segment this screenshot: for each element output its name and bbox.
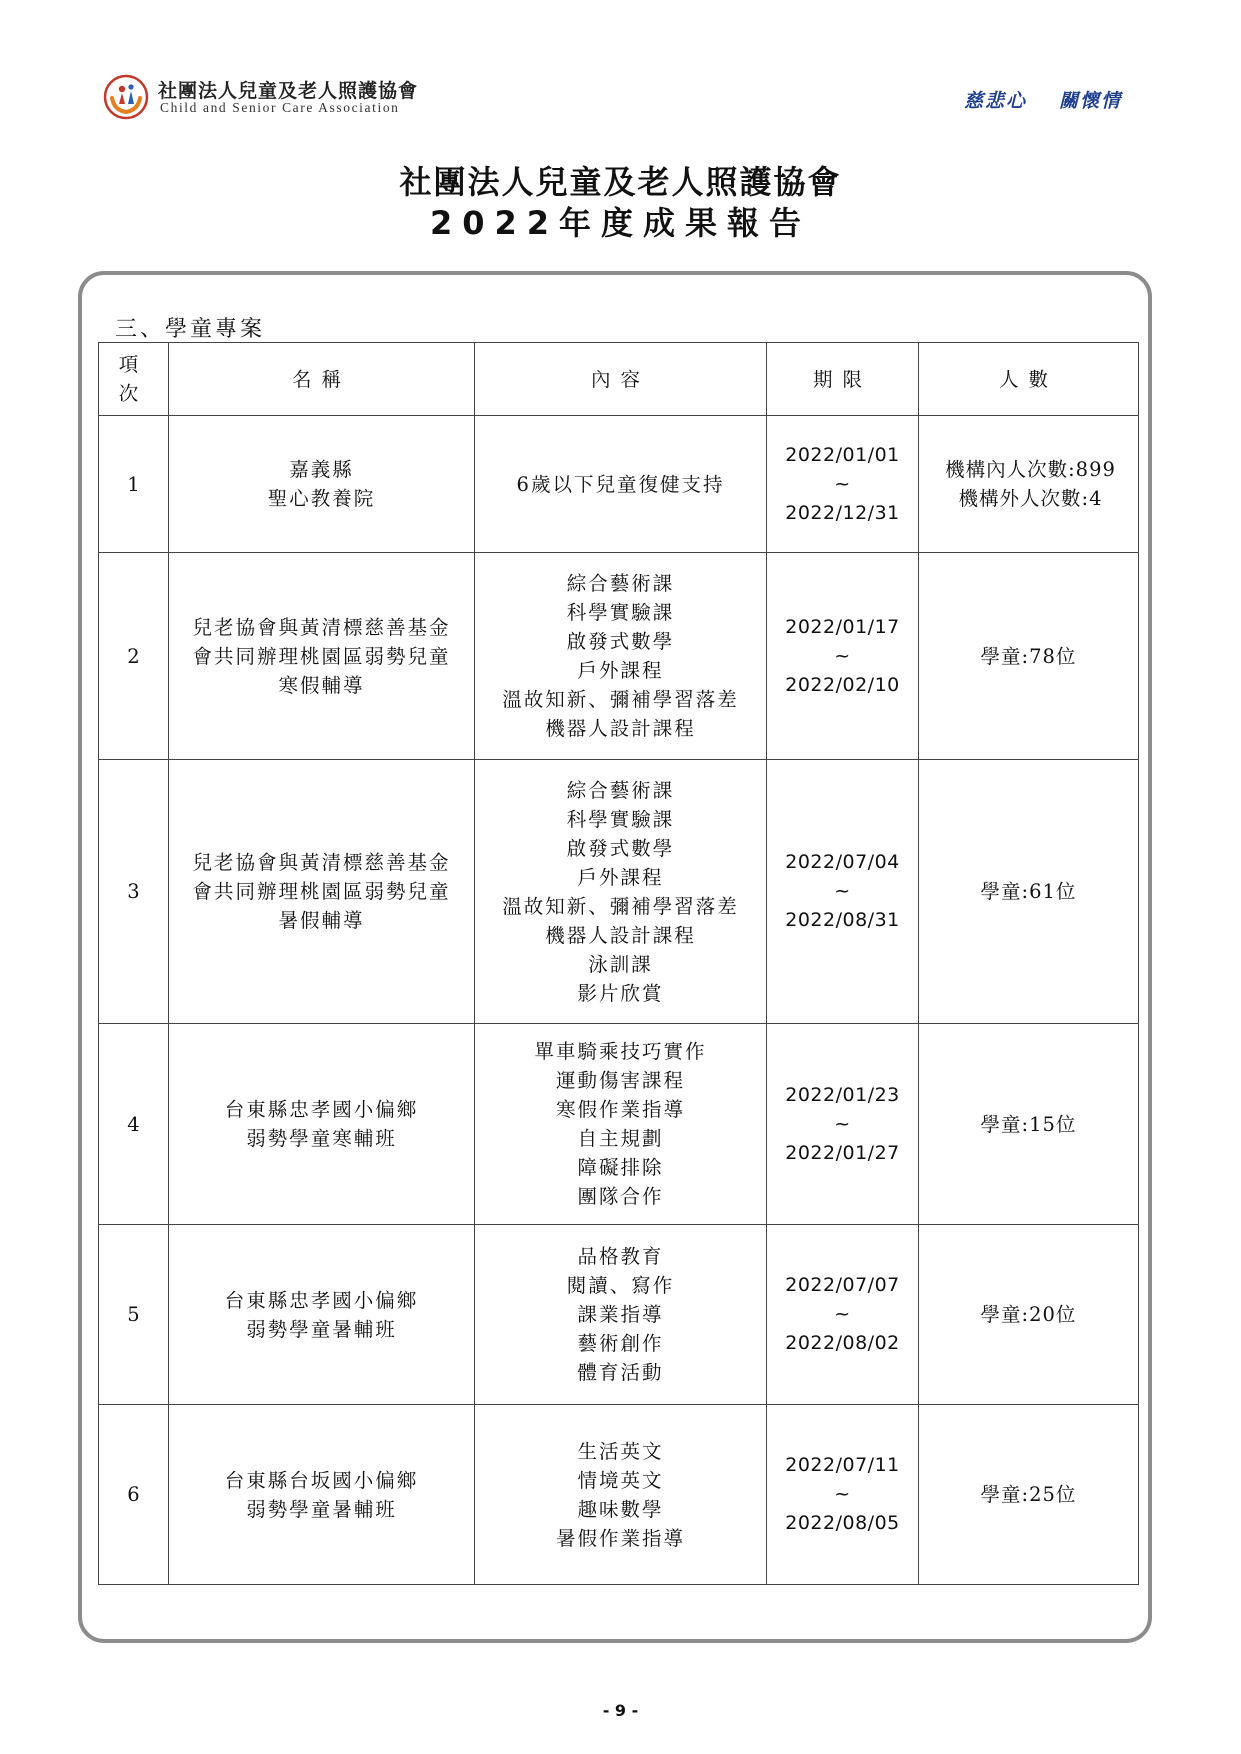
content-line: 暑假作業指導 [555, 1526, 685, 1550]
project-name [169, 1024, 475, 1225]
content-line: 體育活動 [577, 1361, 664, 1384]
item-number: 2 [99, 553, 169, 760]
count-line: 機構內人次數:899 [945, 458, 1116, 481]
table-row [99, 553, 1139, 760]
content-line: 影片欣賞 [577, 981, 664, 1005]
period-end: 2022/12/31 [785, 501, 900, 524]
project-period [767, 1024, 919, 1225]
content-line: 團隊合作 [577, 1185, 664, 1208]
content-line: 情境英文 [577, 1468, 664, 1492]
project-name-line: 弱勢學童寒輔班 [246, 1127, 397, 1150]
content-line: 戶外課程 [577, 659, 664, 682]
period-start: 2022/01/17 [785, 615, 900, 638]
period-end: 2022/08/02 [785, 1332, 900, 1354]
content-line: 品格教育 [577, 1245, 664, 1268]
period-separator: ~ [834, 644, 851, 667]
content-line: 綜合藝術課 [566, 572, 675, 595]
project-content [475, 1405, 767, 1585]
project-content [475, 760, 767, 1024]
period-start: 2022/07/07 [785, 1274, 900, 1296]
org-name-english: Child and Senior Care Association [160, 100, 400, 115]
period-separator: ~ [834, 1483, 851, 1505]
project-name [169, 760, 475, 1024]
project-name-line: 弱勢學童暑輔班 [246, 1317, 397, 1341]
column-header-period: 期限 [767, 343, 919, 416]
content-line: 課業指導 [577, 1303, 664, 1326]
content-line: 泳訓課 [588, 952, 653, 976]
participant-count [919, 553, 1139, 760]
project-content [475, 553, 767, 760]
item-number: 3 [99, 760, 169, 1024]
content-line: 綜合藝術課 [566, 778, 675, 802]
org-name-chinese: 社團法人兒童及老人照護協會 [158, 80, 419, 102]
table-row [99, 1225, 1139, 1405]
period-end: 2022/01/27 [785, 1141, 900, 1164]
table-row [99, 1405, 1139, 1585]
student-projects-table [98, 342, 1139, 1585]
period-separator: ~ [834, 1112, 851, 1135]
project-period [767, 416, 919, 553]
content-line: 自主規劃 [577, 1127, 664, 1150]
count-line: 學童:20位 [980, 1303, 1077, 1326]
content-line: 閱讀、寫作 [566, 1274, 675, 1297]
participant-count [919, 1225, 1139, 1405]
period-separator: ~ [834, 880, 851, 902]
participant-count [919, 1405, 1139, 1585]
report-title [0, 162, 1241, 244]
content-line: 溫故知新、彌補學習落差 [502, 688, 739, 711]
count-line: 學童:78位 [980, 644, 1077, 668]
report-title-main: 社團法人兒童及老人照護協會 [399, 163, 842, 201]
page-number: - 9 - [602, 1701, 639, 1720]
participant-count [919, 416, 1139, 553]
content-line: 運動傷害課程 [555, 1069, 685, 1092]
section-heading: 三、學童專案 [115, 317, 266, 342]
content-line: 藝術創作 [577, 1332, 664, 1355]
period-end: 2022/08/31 [785, 909, 900, 931]
slogan-part-care: 關懷情 [1058, 90, 1122, 112]
project-name-line: 台東縣忠孝國小偏鄉 [224, 1288, 419, 1312]
slogan [964, 86, 1122, 113]
content-line: 寒假作業指導 [555, 1098, 685, 1121]
project-name-line: 嘉義縣 [289, 458, 354, 481]
period-separator: ~ [834, 1303, 851, 1325]
project-period [767, 553, 919, 760]
item-number: 4 [99, 1024, 169, 1225]
count-line: 學童:15位 [980, 1112, 1077, 1136]
content-line: 障礙排除 [577, 1156, 664, 1179]
count-line: 學童:25位 [980, 1483, 1077, 1506]
column-header-name: 名稱 [169, 343, 475, 416]
project-name [169, 553, 475, 760]
project-period [767, 1225, 919, 1405]
table-row [99, 416, 1139, 553]
project-period [767, 1405, 919, 1585]
content-line: 單車騎乘技巧實作 [534, 1040, 707, 1063]
content-line: 生活英文 [577, 1439, 664, 1463]
project-name-line: 兒老協會與黃清標慈善基金 [192, 615, 451, 639]
content-line: 溫故知新、彌補學習落差 [502, 894, 739, 918]
hands-heart-logo-icon [102, 74, 150, 120]
count-line: 機構外人次數:4 [958, 487, 1103, 510]
content-line: 機器人設計課程 [545, 717, 696, 740]
content-line: 機器人設計課程 [545, 923, 696, 947]
period-separator: ~ [834, 472, 851, 495]
project-name-line: 兒老協會與黃清標慈善基金 [192, 851, 451, 874]
content-line: 啟發式數學 [566, 836, 675, 860]
column-header-count: 人數 [919, 343, 1139, 416]
project-name-line: 會共同辦理桃園區弱勢兒童 [192, 880, 451, 903]
period-start: 2022/01/23 [785, 1083, 900, 1106]
report-title-sub: 2022年度成果報告 [429, 204, 812, 242]
content-line: 戶外課程 [577, 865, 664, 889]
project-content [475, 1225, 767, 1405]
count-line: 學童:61位 [980, 880, 1077, 903]
period-start: 2022/01/01 [785, 443, 900, 466]
item-number: 6 [99, 1405, 169, 1585]
project-content [475, 416, 767, 553]
content-line: 科學實驗課 [566, 601, 675, 624]
project-name-line: 台東縣忠孝國小偏鄉 [224, 1098, 419, 1121]
column-header-item-no: 項次 [99, 343, 169, 416]
table-header-row [99, 343, 1139, 416]
project-name-line: 台東縣台坂國小偏鄉 [224, 1468, 419, 1492]
project-name-line: 弱勢學童暑輔班 [246, 1497, 397, 1521]
project-period [767, 760, 919, 1024]
slogan-part-compassion: 慈悲心 [963, 90, 1027, 112]
content-line: 6歲以下兒童復健支持 [516, 472, 725, 496]
project-name [169, 416, 475, 553]
project-name-line: 聖心教養院 [267, 487, 376, 510]
content-line: 啟發式數學 [566, 630, 675, 653]
content-line: 科學實驗課 [566, 807, 675, 831]
project-name-line: 暑假輔導 [278, 909, 365, 932]
period-start: 2022/07/11 [785, 1454, 900, 1476]
project-content [475, 1024, 767, 1225]
item-number: 5 [99, 1225, 169, 1405]
period-start: 2022/07/04 [785, 851, 900, 873]
participant-count [919, 760, 1139, 1024]
project-name-line: 會共同辦理桃園區弱勢兒童 [192, 644, 451, 668]
item-number: 1 [99, 416, 169, 553]
content-line: 趣味數學 [577, 1497, 664, 1521]
table-row [99, 1024, 1139, 1225]
project-name-line: 寒假輔導 [278, 673, 365, 697]
column-header-content: 內容 [475, 343, 767, 416]
table-row [99, 760, 1139, 1024]
participant-count [919, 1024, 1139, 1225]
page-header [102, 74, 1142, 120]
period-end: 2022/02/10 [785, 673, 900, 696]
period-end: 2022/08/05 [785, 1512, 900, 1534]
project-name [169, 1405, 475, 1585]
project-name [169, 1225, 475, 1405]
